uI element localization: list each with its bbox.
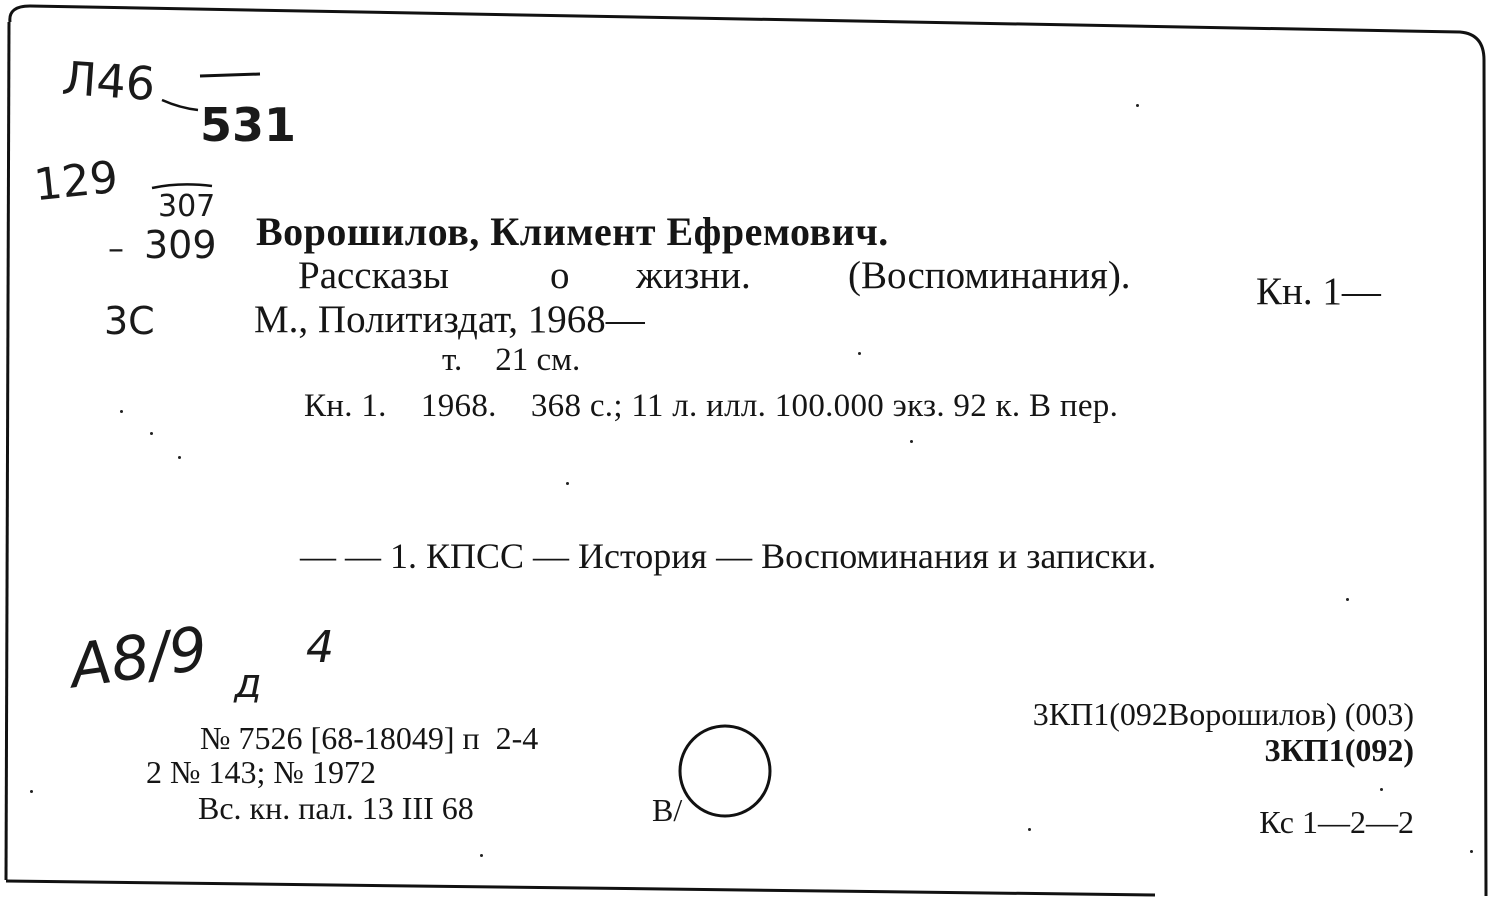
handwritten-fraction-top: 307 <box>158 189 216 224</box>
handwritten-fraction-number: 531 <box>200 98 297 152</box>
footer-stamp-letters: В/ <box>652 792 683 828</box>
subject-heading: — — 1. КПСС — История — Воспоминания и записки. <box>300 536 1157 576</box>
footer-book-chamber: Вс. кн. пал. 13 III 68 <box>198 790 474 826</box>
title-word-1: Рассказы <box>298 254 449 297</box>
handwritten-shelfmark: Л46 <box>60 50 157 112</box>
author-heading: Ворошилов, Климент Ефремович. <box>256 209 889 254</box>
circle-stamp <box>676 722 776 822</box>
shelf-code: Кс 1—2—2 <box>1259 804 1414 840</box>
footer-record-number: № 7526 [68-18049] п 2-4 <box>200 720 539 756</box>
handwritten-marker: 3С <box>104 299 155 343</box>
handwritten-dash: – <box>108 229 124 267</box>
handwritten-fraction-bottom: 309 <box>144 223 217 267</box>
handwritten-left-number: 129 <box>31 151 121 212</box>
footer-registration: 2 № 143; № 1972 <box>146 754 376 790</box>
classification-secondary: 3КП1(092) <box>1264 732 1414 768</box>
physical-description: т. 21 см. <box>442 342 581 378</box>
title-word-4: (Воспоминания). <box>848 254 1131 297</box>
handwritten-bottom-letter: д <box>234 661 262 707</box>
imprint-line: М., Политиздат, 1968— <box>254 298 645 341</box>
title-word-5: Кн. 1— <box>1256 270 1381 313</box>
title-word-2: о <box>550 254 570 297</box>
classification-primary: 3КП1(092Ворошилов) (003) <box>1032 696 1414 732</box>
volume-line: Кн. 1. 1968. 368 с.; 11 л. илл. 100.000 экз. 92 к. В пер. <box>304 388 1119 424</box>
title-word-3: жизни. <box>636 254 751 297</box>
handwritten-bottom-superscript: 4 <box>306 622 334 673</box>
handwritten-bottom-note: А8/9 <box>65 613 212 703</box>
